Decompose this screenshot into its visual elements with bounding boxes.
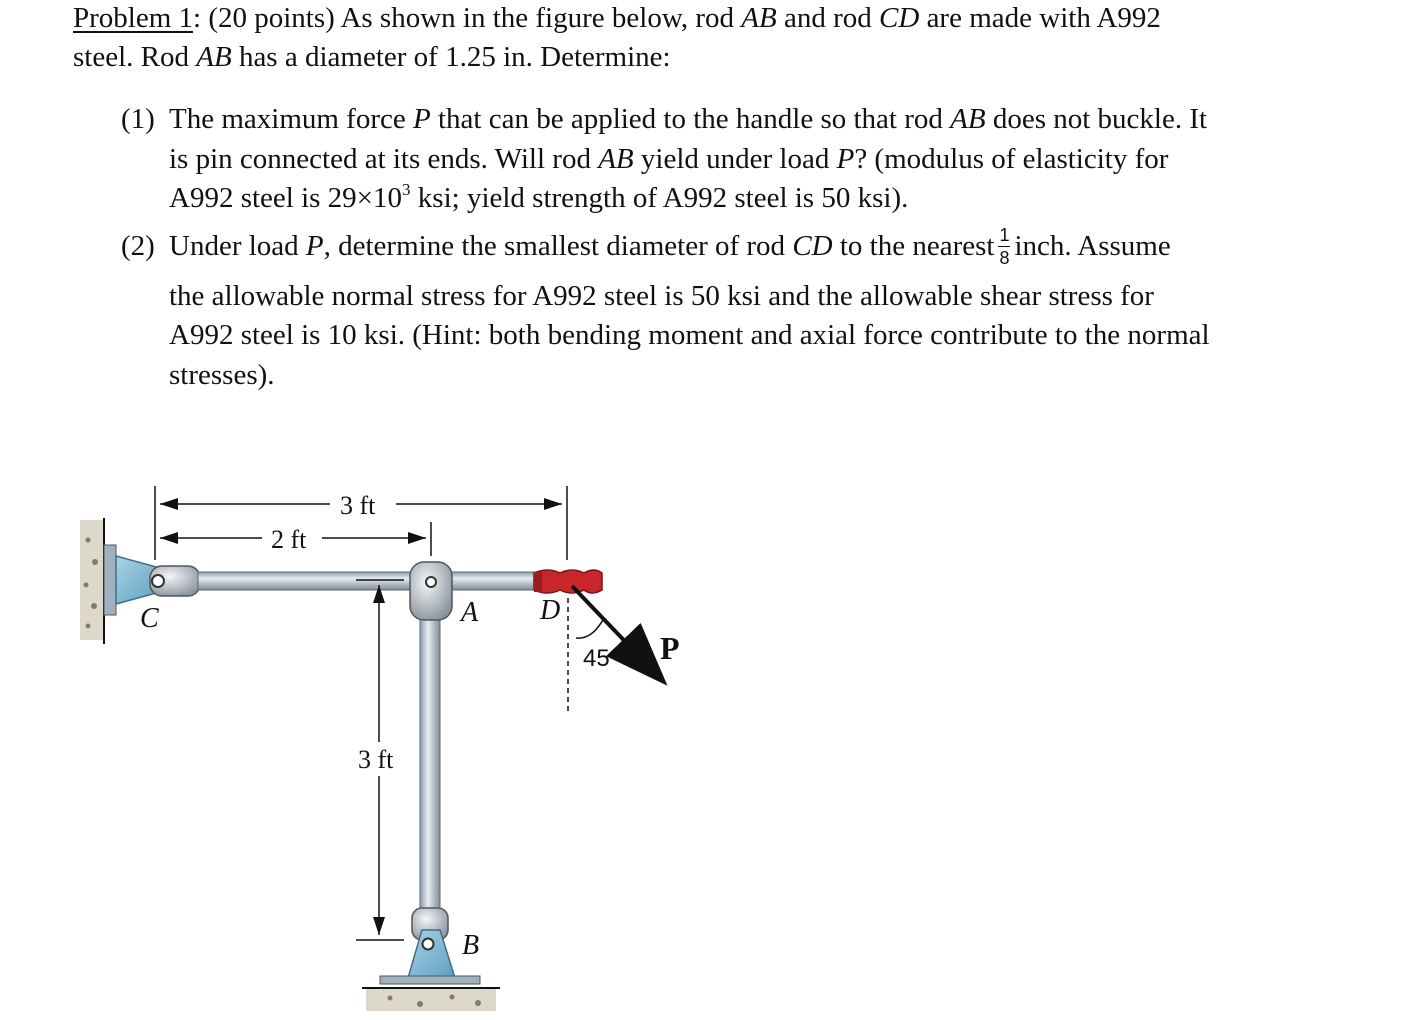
part1-line-1: (1) The maximum force P that can be applied to the handle so that rod AB does not buckle. It	[121, 99, 1207, 139]
part2-line-1: (2) Under load P, determine the smallest diameter of rod CD to the nearest $\frac{1}{8}$ inch. Assume	[121, 224, 1171, 268]
force-label: P	[660, 630, 680, 666]
part2-line-4: stresses).	[169, 359, 275, 391]
base-plate	[380, 976, 480, 984]
label-d: D	[540, 595, 561, 626]
part1-line-2: is pin connected at its ends. Will rod AB yield under load P? (modulus of elasticity for	[169, 143, 1169, 175]
part2-number: (2)	[121, 230, 155, 262]
part2-line-3: A992 steel is 10 ksi. (Hint: both bending moment and axial force contribute to the normal	[169, 319, 1210, 351]
pin-a	[426, 577, 436, 587]
joint-a	[410, 562, 452, 620]
dim-label-3ft-top: 3 ft	[340, 491, 376, 520]
pin-b	[423, 939, 434, 950]
label-a: A	[461, 597, 479, 628]
fraction-one-eighth: $\frac{1}{8}$	[999, 224, 1010, 268]
rod-ab	[420, 610, 440, 915]
angle-arc	[576, 618, 604, 638]
part1-line-3: A992 steel is $29\times 10^3$ ksi; yield strength of A992 steel is 50 ksi).	[169, 180, 909, 214]
wall-support	[80, 518, 116, 644]
angle-label: 45°	[583, 645, 620, 672]
dim-label-3ft-vertical: 3 ft	[358, 745, 394, 774]
handle-d	[534, 570, 602, 593]
part2-line-2: the allowable normal stress for A992 steel is 50 ksi and the allowable shear stress for	[169, 280, 1154, 312]
label-b: B	[462, 930, 480, 961]
exponent: 3	[402, 180, 411, 199]
part1-number: (1)	[121, 103, 155, 135]
rod-cd	[198, 572, 538, 590]
label-c: C	[140, 603, 159, 634]
problem-heading-line: Problem 1: (20 points) As shown in the figure below, rod AB and rod CD are made with A992	[73, 2, 1161, 34]
problem-title: Problem 1	[73, 2, 194, 34]
pin-c	[152, 575, 164, 587]
dim-label-2ft: 2 ft	[271, 525, 307, 554]
ground-support	[362, 988, 500, 1011]
problem-line-2: steel. Rod AB has a diameter of 1.25 in. Determine:	[73, 41, 671, 73]
